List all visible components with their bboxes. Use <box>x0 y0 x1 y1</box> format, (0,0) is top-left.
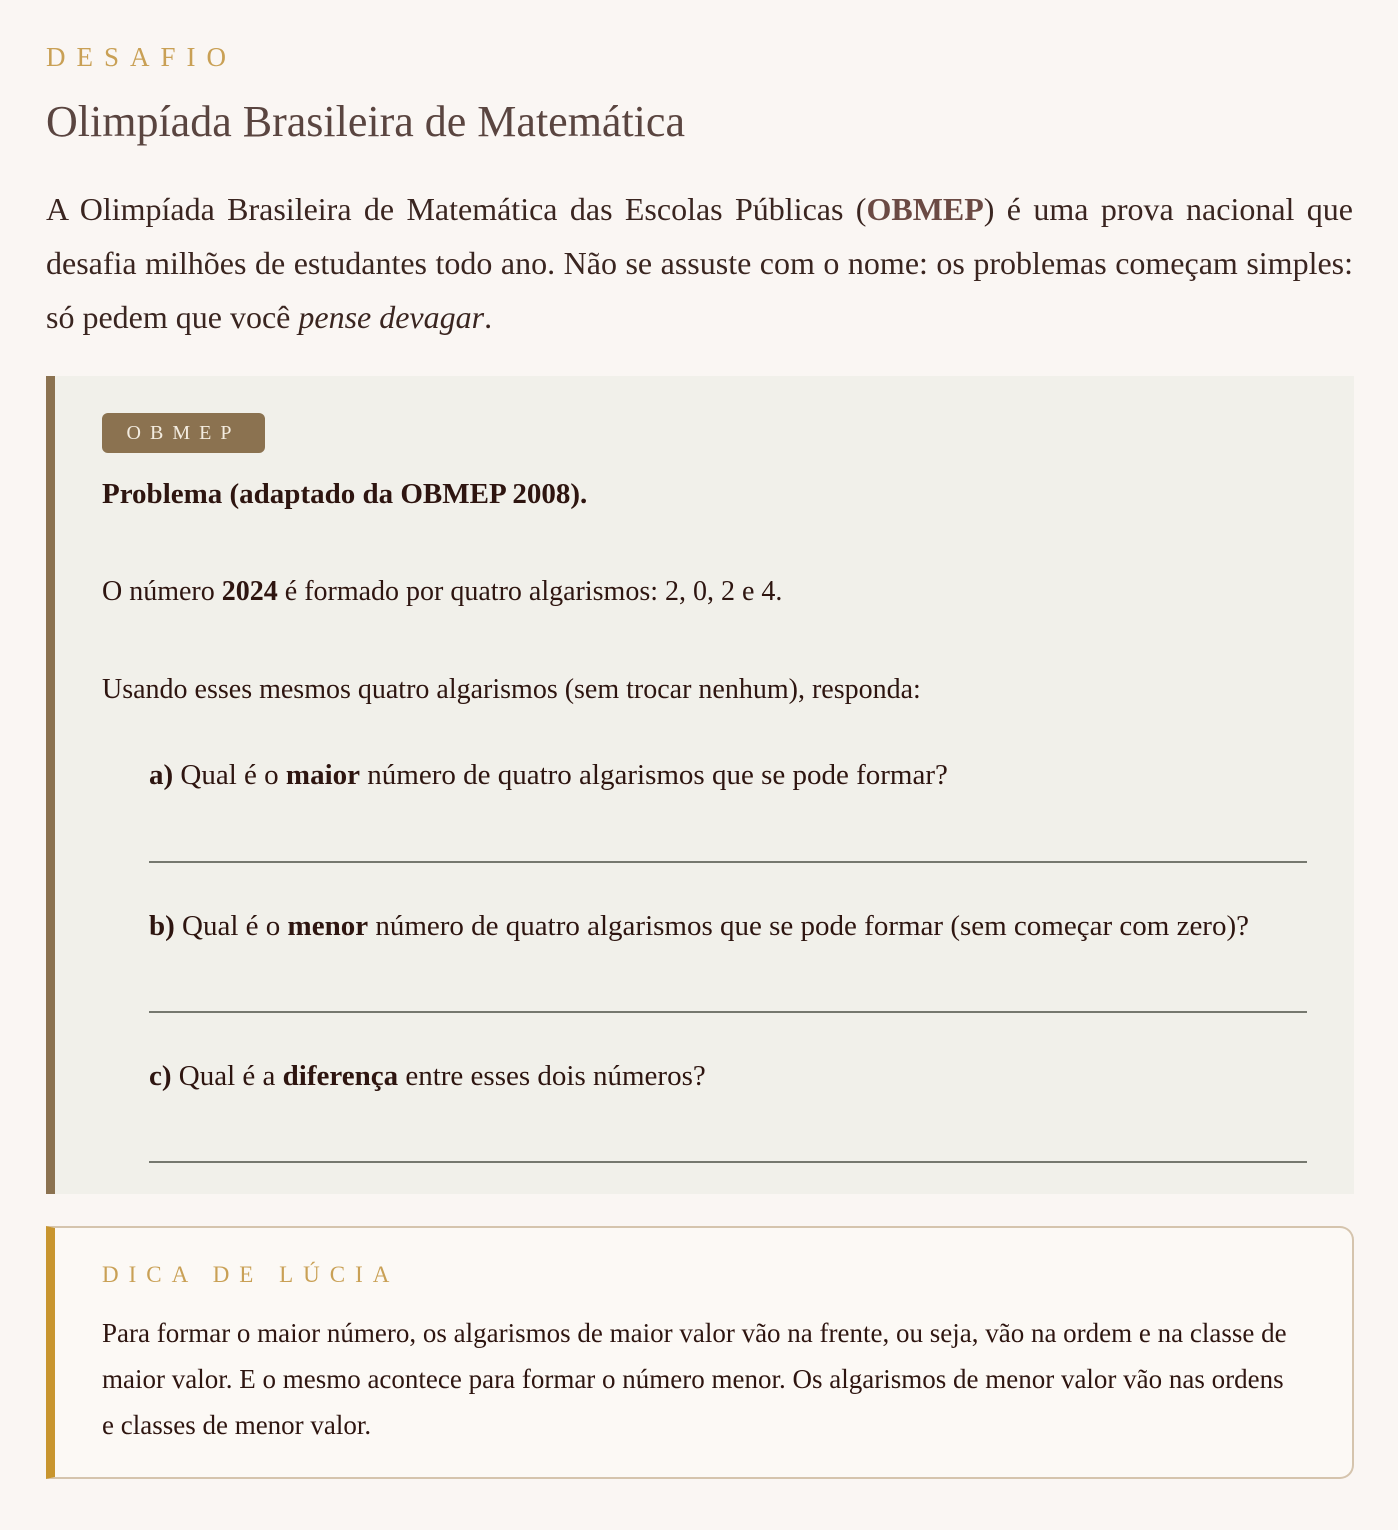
question-a <box>149 759 948 792</box>
section-eyebrow: DESAFIO <box>46 42 238 72</box>
statement-1-after: é formado por quatro algarismos: 2, 0, 2 e 4. <box>277 576 783 607</box>
tip-card <box>46 1226 1354 1479</box>
tip-text: Para formar o maior número, os algarismos de maior valor vão na frente, ou seja, vão na ordem e na classe de maior valor. E o mesmo acontece para formar o número menor. Os algarismos de menor valor vão nas ordens e classes de menor valor. <box>102 1318 1287 1440</box>
question-b-after: número de quatro algarismos que se pode formar (sem começar com zero)? <box>368 910 1249 942</box>
question-b <box>149 910 1249 943</box>
problem-badge: OBMEP <box>102 413 265 453</box>
question-c-after: entre esses dois números? <box>398 1060 706 1092</box>
question-c <box>149 1060 706 1093</box>
question-c-keyword: diferença <box>282 1060 399 1092</box>
answer-line-a[interactable] <box>149 861 1307 863</box>
intro-text-3: . <box>484 299 493 335</box>
answer-line-b[interactable] <box>149 1011 1307 1013</box>
question-b-keyword: menor <box>287 910 369 942</box>
problem-card <box>46 376 1354 1194</box>
question-b-letter: b) <box>149 910 175 942</box>
intro-text-2: ) é uma prova nacional que desafia milhões de estudantes todo ano. Não se assuste com o nome: os problemas começam simples: só pedem que você <box>46 191 1354 335</box>
problem-statement-2: Usando esses mesmos quatro algarismos (sem trocar nenhum), responda: <box>102 674 921 705</box>
intro-text-1: A Olimpíada Brasileira de Matemática das Escolas Públicas ( <box>46 191 867 227</box>
question-c-before: Qual é a <box>171 1060 283 1092</box>
page-title: Olimpíada Brasileira de Matemática <box>46 97 685 146</box>
problem-heading: Problema (adaptado da OBMEP 2008). <box>102 478 588 510</box>
statement-1-number: 2024 <box>221 576 278 607</box>
question-b-before: Qual é o <box>174 910 288 942</box>
problem-statement-1 <box>102 576 782 608</box>
intro-acronym: OBMEP <box>866 191 984 227</box>
question-c-letter: c) <box>149 1060 172 1092</box>
question-a-after: número de quatro algarismos que se pode formar? <box>360 759 948 791</box>
intro-emphasis: pense devagar <box>298 299 485 335</box>
question-a-before: Qual é o <box>173 759 286 791</box>
intro-paragraph <box>46 182 1353 344</box>
statement-1-before: O número <box>102 576 222 607</box>
question-a-keyword: maior <box>285 759 361 791</box>
tip-label: DICA DE LÚCIA <box>102 1262 400 1287</box>
answer-line-c[interactable] <box>149 1161 1307 1163</box>
question-a-letter: a) <box>149 759 174 791</box>
